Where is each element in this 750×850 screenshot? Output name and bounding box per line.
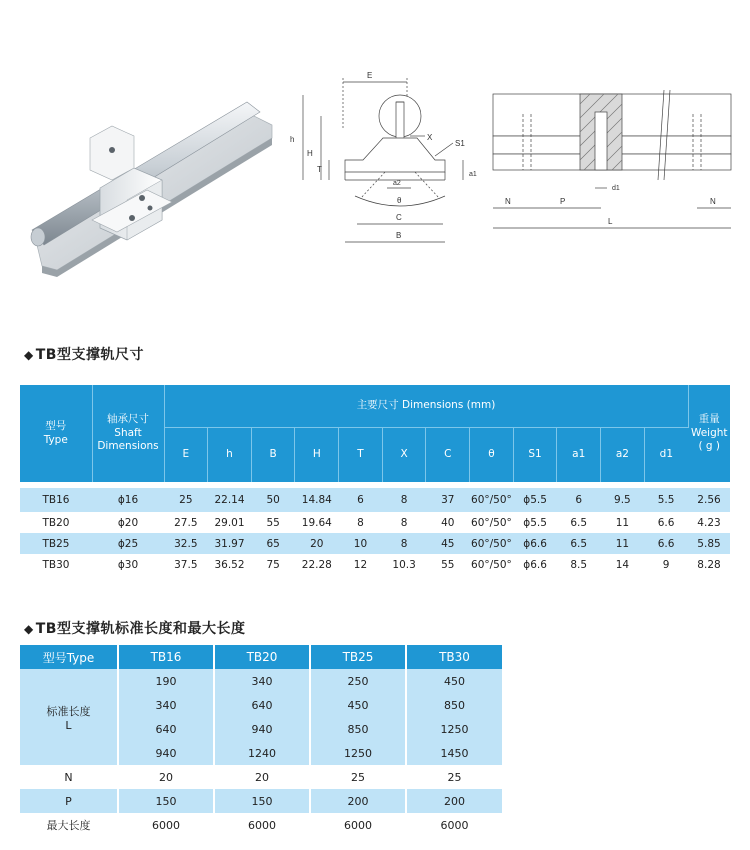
- header-tb16: TB16: [118, 645, 214, 669]
- header-col-theta: θ: [470, 427, 514, 485]
- table-row: 640 940 850 1250: [20, 717, 502, 741]
- dim-label-L: L: [608, 217, 613, 226]
- header-col-d1: d1: [644, 427, 688, 485]
- diamond-bullet-icon: ◆: [24, 348, 34, 362]
- header-col-a2: a2: [601, 427, 645, 485]
- dim-label-H: H: [307, 149, 313, 158]
- table-row: TB20 ϕ20 27.5 29.01 55 19.64 8 8 40 60°/50° ϕ5.5 6.5 11 6.6 4.23: [42, 516, 721, 529]
- dim-label-a1: a1: [469, 171, 477, 178]
- p-label: P: [20, 789, 118, 813]
- table-row: 标准长度 L 190 340 250 450: [20, 669, 502, 693]
- dim-label-a2: a2: [393, 180, 401, 187]
- lengths-table: [20, 645, 502, 837]
- section-title-text: TB型支撑轨尺寸: [35, 347, 144, 363]
- dim-label-N-left: N: [505, 197, 511, 206]
- table-row: 最大长度 6000 6000 6000 6000: [20, 813, 502, 837]
- header-col-C: C: [426, 427, 470, 485]
- table-row: TB16 ϕ16 25 22.14 50 14.84 6 8 37 60°/50° ϕ5.5 6 9.5 5.5 2.56: [20, 485, 730, 512]
- product-photo: [22, 80, 277, 280]
- cross-section-drawing: [285, 68, 485, 253]
- diamond-bullet-icon: ◆: [24, 622, 34, 636]
- dim-label-T: T: [317, 165, 322, 174]
- header-col-a1: a1: [557, 427, 601, 485]
- dim-label-theta: θ: [397, 196, 402, 205]
- n-label: N: [20, 765, 118, 789]
- table-row: N 20 20 25 25: [20, 765, 502, 789]
- std-length-label: 标准长度 L: [20, 669, 118, 765]
- header-type: 型号Type: [20, 645, 118, 669]
- dim-label-h: h: [290, 135, 295, 144]
- max-length-label: 最大长度: [20, 813, 118, 837]
- table-row: TB30 ϕ30 37.5 36.52 75 22.28 12 10.3 55 60°/50° ϕ6.6 8.5 14 9 8.28: [42, 558, 721, 571]
- header-col-S1: S1: [513, 427, 557, 485]
- section-title-dimensions: [24, 344, 144, 364]
- table-row: 940 1240 1250 1450: [20, 741, 502, 765]
- table-row: TB25 ϕ25 32.5 31.97 65 20 10 8 45 60°/50° ϕ6.6 6.5 11 6.6 5.85: [20, 533, 730, 554]
- section-title-lengths: [24, 618, 245, 638]
- dim-label-B: B: [396, 231, 402, 240]
- header-col-X: X: [382, 427, 426, 485]
- dim-label-X: X: [427, 133, 433, 142]
- header-main-dimensions: 主要尺寸 Dimensions (mm): [164, 385, 688, 427]
- header-tb25: TB25: [310, 645, 406, 669]
- header-tb20: TB20: [214, 645, 310, 669]
- header-shaft: 轴承尺寸 Shaft Dimensions: [92, 385, 164, 485]
- dim-label-S1: S1: [455, 139, 465, 148]
- header-col-T: T: [339, 427, 383, 485]
- table-row: 340 640 450 850: [20, 693, 502, 717]
- dim-label-C: C: [396, 213, 402, 222]
- dim-label-N-right: N: [710, 197, 716, 206]
- table-row: P 150 150 200 200: [20, 789, 502, 813]
- header-col-H: H: [295, 427, 339, 485]
- header-col-h: h: [208, 427, 252, 485]
- side-view-drawing: [488, 90, 738, 235]
- dim-label-E: E: [367, 71, 373, 80]
- dim-label-P: P: [560, 197, 566, 206]
- header-col-B: B: [251, 427, 295, 485]
- header-tb30: TB30: [406, 645, 502, 669]
- section-title-text: TB型支撑轨标准长度和最大长度: [35, 621, 246, 637]
- header-weight: 重量 Weight ( g ): [688, 385, 730, 485]
- header-col-E: E: [164, 427, 208, 485]
- header-type: 型号 Type: [20, 385, 92, 485]
- dimensions-table: [20, 385, 730, 575]
- dim-label-d1: d1: [612, 185, 620, 192]
